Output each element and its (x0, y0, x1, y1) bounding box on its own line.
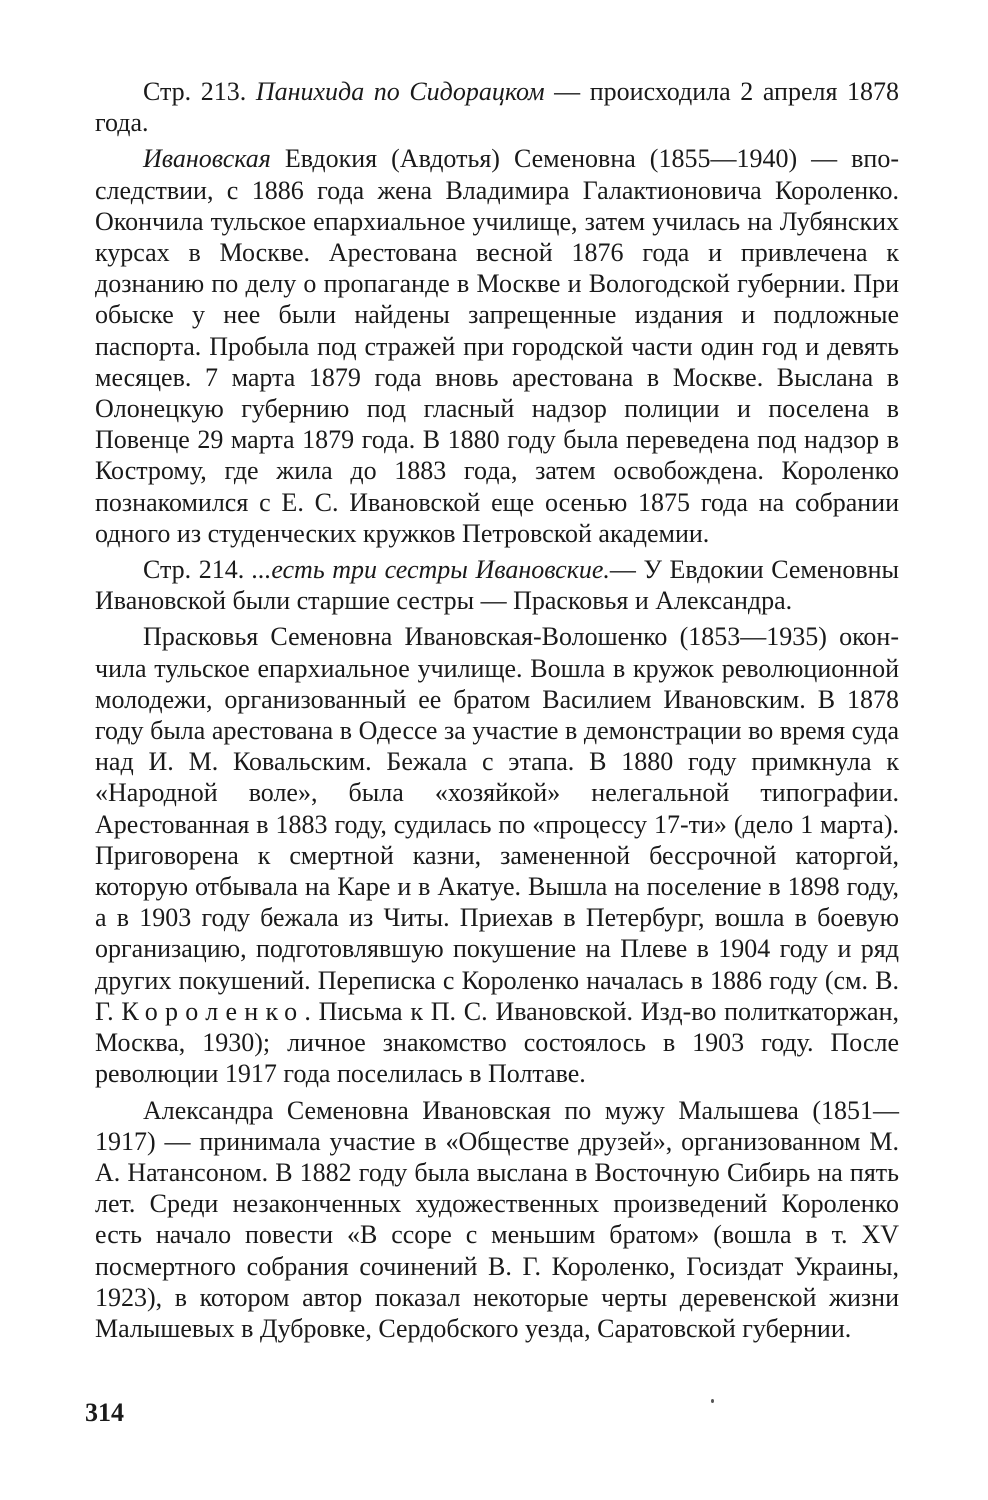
note-lemma: ...есть три сестры Ивановские. (251, 555, 610, 585)
paragraph-note-p213 (95, 76, 899, 138)
page-body (95, 76, 899, 1344)
note-text: Евдокия (Авдотья) Семеновна (1855—1940) — впоследствии, с 1886 года жена Владимира Галактионовича Короленко. Окончила тульское епархиальное училище, затем училась на Лубянских курсах в Москве. Арестована весной 1876 года и привлечена к дознанию по делу о пропаганде в Москве и Вологодской губернии. При обыске у нее были найдены запрещенные издания и подложные паспорта. Пробыла под стражей при городской части один год и девять месяцев. 7 марта 1879 года вновь арестована в Москве. Выслана в Олонецкую губернию под гласный надзор полиции и поселена в Повенце 29 марта 1879 года. В 1880 году была переведена под надзор в Кострому, где жила до 1883 года, затем освобождена. Короленко познакомился с Е. С. Ивановской еще осенью 1875 года на собрании одного из студенческих кружков Петровской академии. (95, 144, 899, 548)
paragraph-praskovia-ivanovskaya (95, 621, 899, 1089)
page-number: 314 (85, 1398, 124, 1427)
paragraph-evdokia-ivanovskaya (95, 143, 899, 549)
note-text-continued: . Письма к П. С. Ивановской. Изд-во политкаторжан, Москва, 1930); личное знакомство состоялось в 1903 году. После революции 1917 года поселилась в Полтаве. (95, 996, 899, 1089)
note-text: Прасковья Семеновна Ивановская-Волошенко (1853—1935) окончила тульское епархиальное училище. Вошла в кружок революционной молодежи, организованный ее братом Василием Ивановским. В 1878 году была арестована в Одессе за участие в демонстрации во время суда над И. М. Ковальским. Бежала с этапа. В 1880 году примкнула к «Народной воле», была «хозяйкой» нелегальной типографии. Арестованная в 1883 году, судилась по «процессу 17-ти» (дело 1 марта). Приговорена к смертной казни, замененной бессрочной каторгой, которую отбывала на Каре и в Акатуе. Вышла на поселение в 1898 году, а в 1903 году бежала из Читы. Приехав в Петербург, вошла в боевую организацию, подготовлявшую покушение на Плеве в 1904 году и ряд других покушений. Переписка с Короленко началась в 1886 году (см. В. Г. (95, 622, 899, 1026)
note-text: — происходила 2 апреля 1878 года. (95, 77, 899, 138)
note-lemma: Панихида по Сидорацком (255, 77, 545, 106)
print-speck (711, 1399, 714, 1403)
note-text: Александра Семеновна Ивановская по мужу Малышева (1851—1917) — принимала участие в «Обществе друзей», организованном М. А. Натансоном. В 1882 году была выслана в Восточную Сибирь на пять лет. Среди незаконченных художественных произведений Короленко есть начало повести «В ссоре с меньшим братом» (вошла в т. XV посмертного собрания сочинений В. Г. Короленко, Госиздат Украины, 1923), в котором автор показал некоторые черты деревенской жизни Малышевых в Дубровке, Сердобского уезда, Саратовской губернии. (95, 1095, 899, 1343)
paragraph-alexandra-ivanovskaya (95, 1095, 899, 1345)
note-reference: Стр. 214. (143, 555, 252, 585)
note-lemma: Ивановская (143, 144, 271, 174)
note-text: — У Евдокии Семеновны Ивановской были старшие сестры — Прасковья и Александра. (95, 555, 899, 616)
author-name-spaced: Короленко (121, 996, 305, 1026)
paragraph-note-p214 (95, 554, 899, 616)
note-reference: Стр. 213. (143, 77, 256, 106)
